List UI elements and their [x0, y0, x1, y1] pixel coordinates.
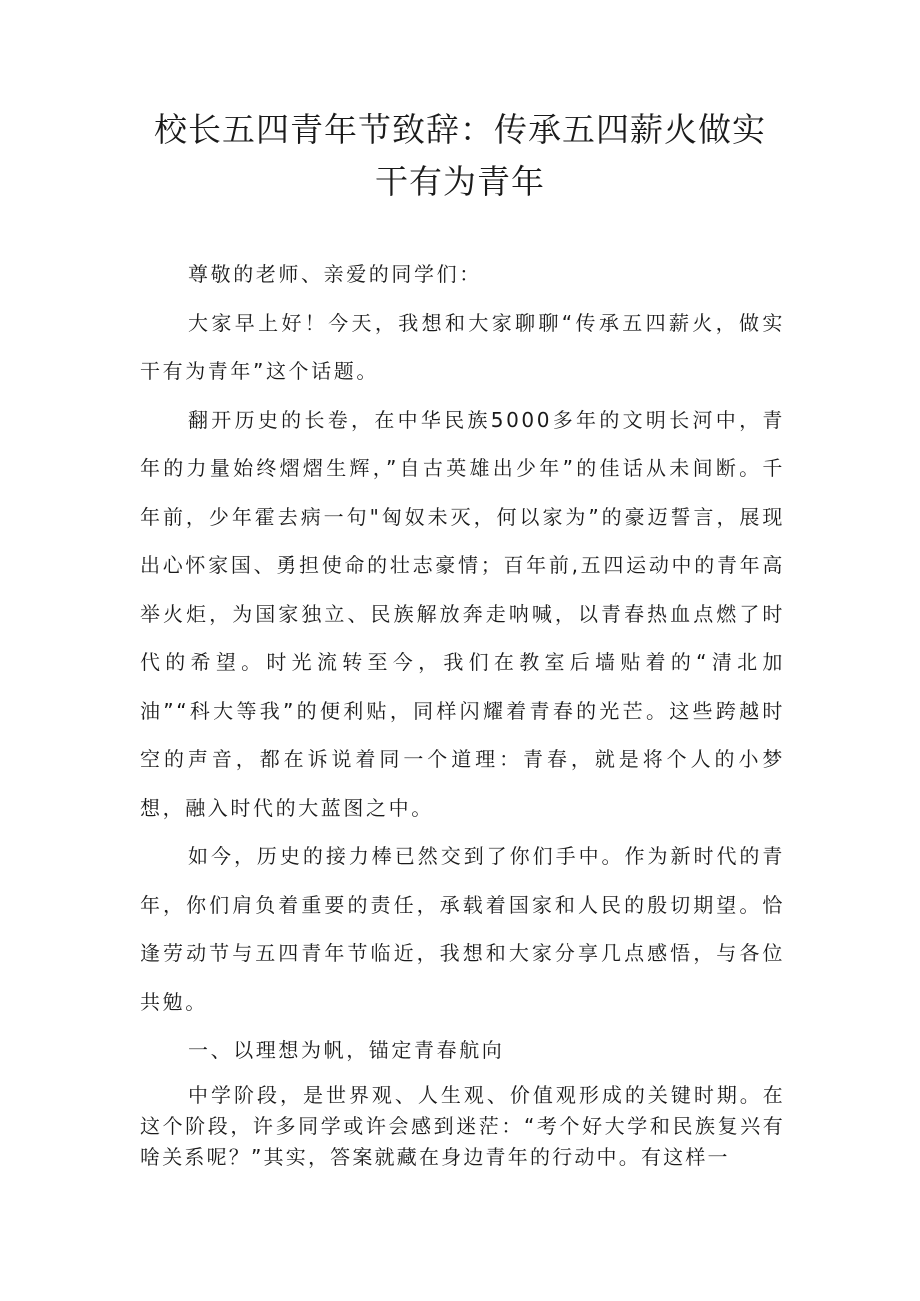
document-body [140, 250, 785, 1173]
title-line-1: 校长五四青年节致辞：传承五四薪火做实 [154, 110, 766, 149]
section-heading: 一、以理想为帆，锚定青春航向 [188, 1038, 505, 1062]
responsibility-paragraph: 如今，历史的接力棒已然交到了你们手中。作为新时代的青年，你们肩负着重要的责任，承载着国家和人民的殷切期望。恰逢劳动节与五四青年节临近，我想和大家分享几点感悟，与各位共勉。 [140, 844, 785, 1014]
middle-school-paragraph: 中学阶段，是世界观、人生观、价值观形成的关键时期。在这个阶段，许多同学或许会感到迷茫：“考个好大学和民族复兴有啥关系呢？”其实，答案就藏在身边青年的行动中。有这样一 [140, 1082, 785, 1169]
history-paragraph: 翻开历史的长卷，在中华民族5000多年的文明长河中，青年的力量始终熠熠生辉，”自古英雄出少年”的佳话从未间断。千年前，少年霍去病一句"匈奴未灭，何以家为”的豪迈誓言，展现出心怀家国、勇担使命的壮志豪情；百年前,五四运动中的青年高举火炬，为国家独立、民族解放奔走呐喊，以青春热血点燃了时代的希望。时光流转至今，我们在教室后墙贴着的“清北加油”“科大等我”的便利贴，同样闪耀着青春的光芒。这些跨越时空的声音，都在诉说着同一个道理：青春，就是将个人的小梦想，融入时代的大蓝图之中。 [140, 407, 785, 820]
document-title [140, 104, 780, 208]
greeting-paragraph: 大家早上好！今天，我想和大家聊聊“传承五四薪火，做实干有为青年”这个话题。 [140, 310, 785, 383]
title-line-2: 干有为青年 [375, 162, 545, 201]
salutation-paragraph: 尊敬的老师、亲爱的同学们： [188, 262, 482, 286]
